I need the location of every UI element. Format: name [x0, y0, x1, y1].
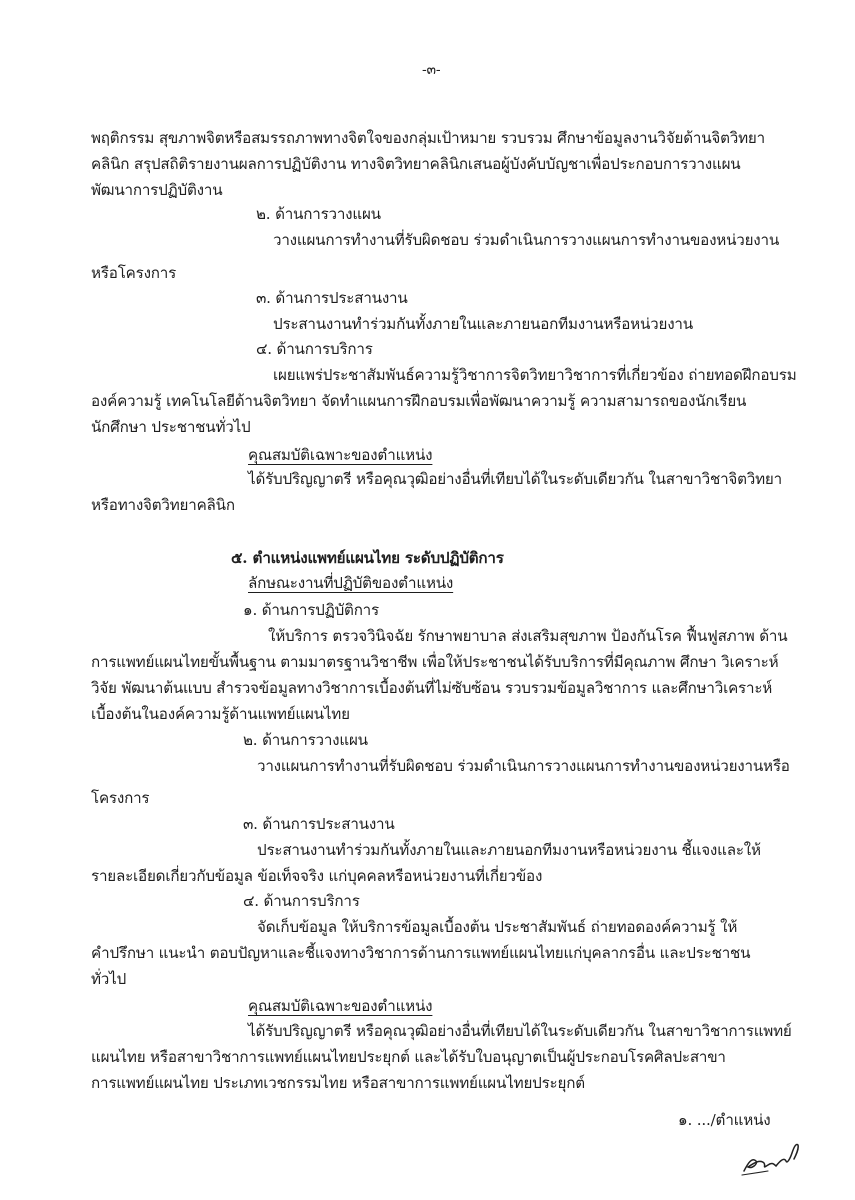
s5-service-line-1: จัดเก็บข้อมูล ให้บริการข้อมูลเบื้องต้น ประชาสัมพันธ์ ถ่ายทอดองค์ความรู้ ให้ — [257, 918, 738, 936]
s5-service-line-2: คำปรึกษา แนะนำ ตอบปัญหาและชี้แจงทางวิชาการด้านการแพทย์แผนไทยแก่บุคลากรอื่น และประชาชน — [91, 944, 751, 962]
s5-planning-line-2: โครงการ — [91, 789, 150, 807]
s1-planning-line-2: หรือโครงการ — [91, 264, 177, 282]
s5-job-heading: ลักษณะงานที่ปฏิบัติของตำแหน่ง — [248, 574, 454, 592]
s5-practice-line-4: เบื้องต้นในองค์ความรู้ด้านแพทย์แผนไทย — [91, 705, 350, 723]
continuation-note: ๑. .../ตำแหน่ง — [678, 1111, 771, 1129]
s1-service-line-2: องค์ความรู้ เทคโนโลยีด้านจิตวิทยา จัดทำแผนการฝึกอบรมเพื่อพัฒนาความรู้ ความสามารถของนักเรียน — [91, 392, 747, 410]
intro-line-3: พัฒนาการปฏิบัติงาน — [91, 181, 223, 199]
s5-qualification-line-3: การแพทย์แผนไทย ประเภทเวชกรรมไทย หรือสาขาการแพทย์แผนไทยประยุกต์ — [91, 1074, 585, 1092]
s1-service-line-3: นักศึกษา ประชาชนทั่วไป — [91, 418, 251, 436]
s5-planning-line-1: วางแผนการทำงานที่รับผิดชอบ ร่วมดำเนินการวางแผนการทำงานของหน่วยงานหรือ — [257, 757, 790, 775]
s5-coordination-heading: ๓. ด้านการประสานงาน — [243, 815, 395, 833]
s5-coordination-line-2: รายละเอียดเกี่ยวกับข้อมูล ข้อเท็จจริง แก่บุคคลหรือหน่วยงานที่เกี่ยวข้อง — [91, 867, 543, 885]
page-number: -๓- — [422, 62, 441, 78]
s5-coordination-line-1: ประสานงานทำร่วมกันทั้งภายในและภายนอกทีมงานหรือหน่วยงาน ชี้แจงและให้ — [257, 841, 761, 859]
s5-title: ๕. ตำแหน่งแพทย์แผนไทย ระดับปฏิบัติการ — [231, 549, 504, 567]
s1-qualification-heading: คุณสมบัติเฉพาะของตำแหน่ง — [248, 446, 433, 464]
s5-qualification-line-1: ได้รับปริญญาตรี หรือคุณวุฒิอย่างอื่นที่เทียบได้ในระดับเดียวกัน ในสาขาวิชาการแพทย์ — [248, 1022, 792, 1040]
signature-mark — [738, 1133, 808, 1178]
s1-service-heading: ๔. ด้านการบริการ — [256, 340, 373, 358]
s1-planning-heading: ๒. ด้านการวางแผน — [256, 205, 381, 223]
s5-practice-heading: ๑. ด้านการปฏิบัติการ — [243, 601, 379, 619]
s5-practice-line-3: วิจัย พัฒนาต้นแบบ สำรวจข้อมูลทางวิชาการเบื้องต้นที่ไม่ซับซ้อน รวบรวมข้อมูลวิชาการ และศึกษาวิเคราะห์ — [91, 679, 773, 697]
s1-coordination-line-1: ประสานงานทำร่วมกันทั้งภายในและภายนอกทีมงานหรือหน่วยงาน — [273, 315, 693, 333]
intro-line-1: พฤติกรรม สุขภาพจิตหรือสมรรถภาพทางจิตใจของกลุ่มเป้าหมาย รวบรวม ศึกษาข้อมูลงานวิจัยด้านจิตวิทยา — [91, 129, 765, 147]
s1-service-line-1: เผยแพร่ประชาสัมพันธ์ความรู้วิชาการจิตวิทยาวิชาการที่เกี่ยวข้อง ถ่ายทอดฝึกอบรม — [273, 366, 797, 384]
s5-qualification-heading: คุณสมบัติเฉพาะของตำแหน่ง — [248, 997, 433, 1015]
s5-service-line-3: ทั่วไป — [91, 970, 127, 988]
s5-planning-heading: ๒. ด้านการวางแผน — [243, 731, 368, 749]
s1-qualification-line-1: ได้รับปริญญาตรี หรือคุณวุฒิอย่างอื่นที่เทียบได้ในระดับเดียวกัน ในสาขาวิชาจิตวิทยา — [248, 470, 782, 488]
s5-practice-line-1: ให้บริการ ตรวจวินิจฉัย รักษาพยาบาล ส่งเสริมสุขภาพ ป้องกันโรค ฟื้นฟูสภาพ ด้าน — [268, 627, 788, 645]
intro-line-2: คลินิก สรุปสถิติรายงานผลการปฏิบัติงาน ทางจิตวิทยาคลินิกเสนอผู้บังคับบัญชาเพื่อประกอบการวางแผน — [91, 155, 741, 173]
s5-service-heading: ๔. ด้านการบริการ — [243, 892, 360, 910]
s1-qualification-line-2: หรือทางจิตวิทยาคลินิก — [91, 496, 235, 514]
s1-planning-line-1: วางแผนการทำงานที่รับผิดชอบ ร่วมดำเนินการวางแผนการทำงานของหน่วยงาน — [273, 231, 780, 249]
s1-coordination-heading: ๓. ด้านการประสานงาน — [256, 289, 408, 307]
s5-practice-line-2: การแพทย์แผนไทยขั้นพื้นฐาน ตามมาตรฐานวิชาชีพ เพื่อให้ประชาชนได้รับบริการที่มีคุณภาพ ศึกษา วิเคราะห์ — [91, 653, 779, 671]
s5-qualification-line-2: แผนไทย หรือสาขาวิชาการแพทย์แผนไทยประยุกต์ และได้รับใบอนุญาตเป็นผู้ประกอบโรคศิลปะสาขา — [91, 1048, 726, 1066]
